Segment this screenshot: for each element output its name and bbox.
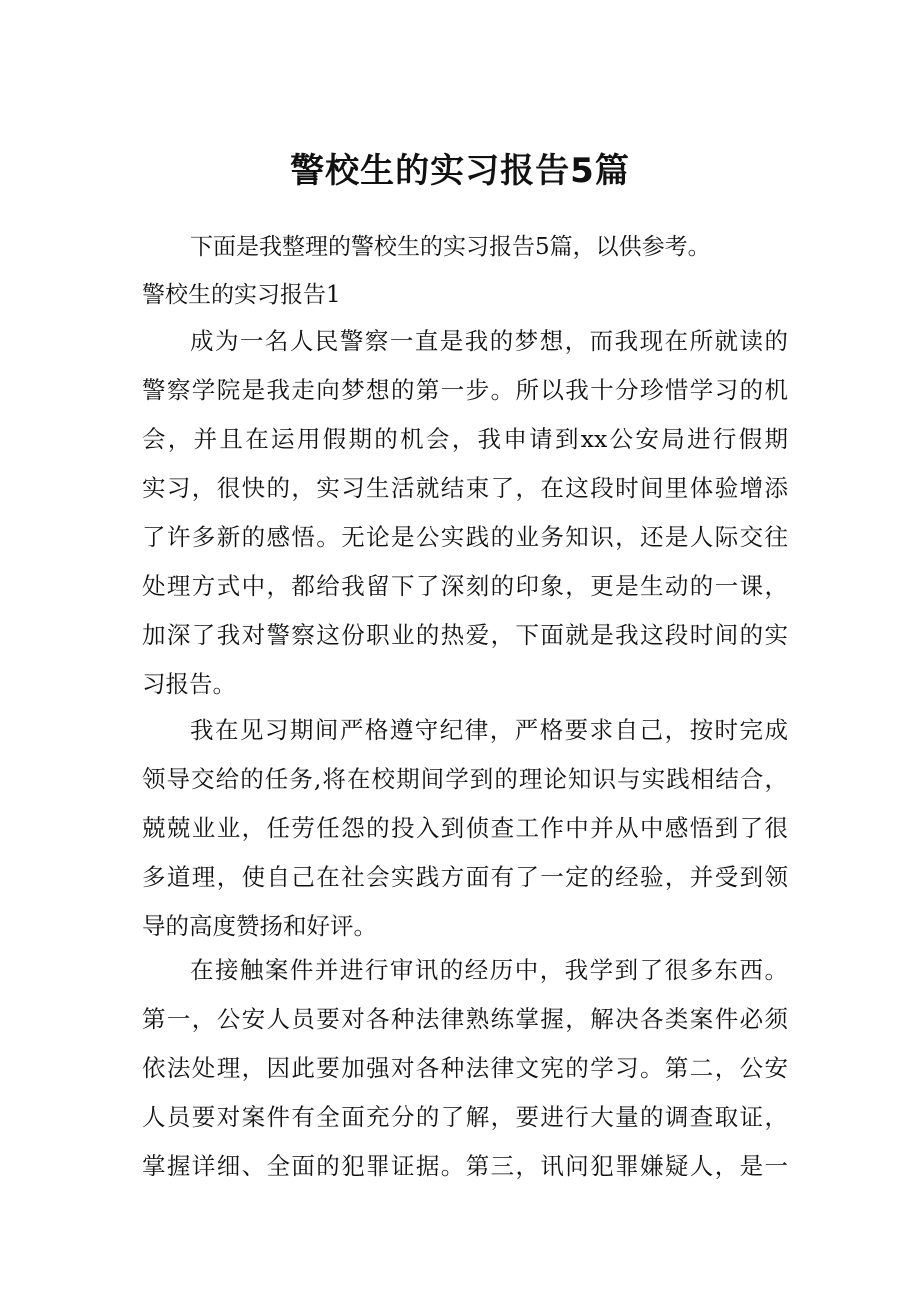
text-line: 在接触案件并进行审讯的经历中，我学到了很多东西。 xyxy=(190,956,788,984)
body-paragraph xyxy=(142,946,788,1191)
text-line: 掌握详细、全面的犯罪证据。第三，讯问犯罪嫌疑人，是一 xyxy=(142,1152,788,1180)
text-line: 领导交给的任务,将在校期间学到的理论知识与实践相结合， xyxy=(142,765,788,793)
text-line: 警察学院是我走向梦想的第一步。所以我十分珍惜学习的机 xyxy=(142,376,788,404)
text-line: 了许多新的感悟。无论是公实践的业务知识，还是人际交往 xyxy=(142,523,788,551)
section-heading: 警校生的实习报告1 xyxy=(142,282,341,308)
text-line: 我在见习期间严格遵守纪律，严格要求自己，按时完成 xyxy=(190,716,788,744)
text-line: 人员要对案件有全面充分的了解，要进行大量的调查取证， xyxy=(142,1103,788,1131)
text-line: 会，并且在运用假期的机会，我申请到xx公安局进行假期 xyxy=(142,425,788,453)
text-line: 依法处理，因此要加强对各种法律文宪的学习。第二，公安 xyxy=(142,1054,788,1082)
document-title: 警校生的实习报告5篇 xyxy=(290,151,630,191)
body-paragraph xyxy=(142,317,788,709)
text-line: 实习，很快的，实习生活就结束了，在这段时间里体验增添 xyxy=(142,474,788,502)
text-line: 加深了我对警察这份职业的热爱，下面就是我这段时间的实 xyxy=(142,621,788,649)
text-line: 多道理，使自己在社会实践方面有了一定的经验，并受到领 xyxy=(142,863,788,891)
intro-paragraph: 下面是我整理的警校生的实习报告5篇，以供参考。 xyxy=(190,234,711,260)
text-line: 习报告。 xyxy=(142,670,236,698)
text-line: 处理方式中，都给我留下了深刻的印象，更是生动的一课， xyxy=(142,572,788,600)
body-paragraph xyxy=(142,706,788,951)
text-line: 成为一名人民警察一直是我的梦想，而我现在所就读的 xyxy=(190,327,788,355)
text-line: 导的高度赞扬和好评。 xyxy=(142,912,377,940)
text-line: 兢兢业业，任劳任怨的投入到侦查工作中并从中感悟到了很 xyxy=(142,814,788,842)
text-line: 第一，公安人员要对各种法律熟练掌握，解决各类案件必须 xyxy=(142,1005,788,1033)
